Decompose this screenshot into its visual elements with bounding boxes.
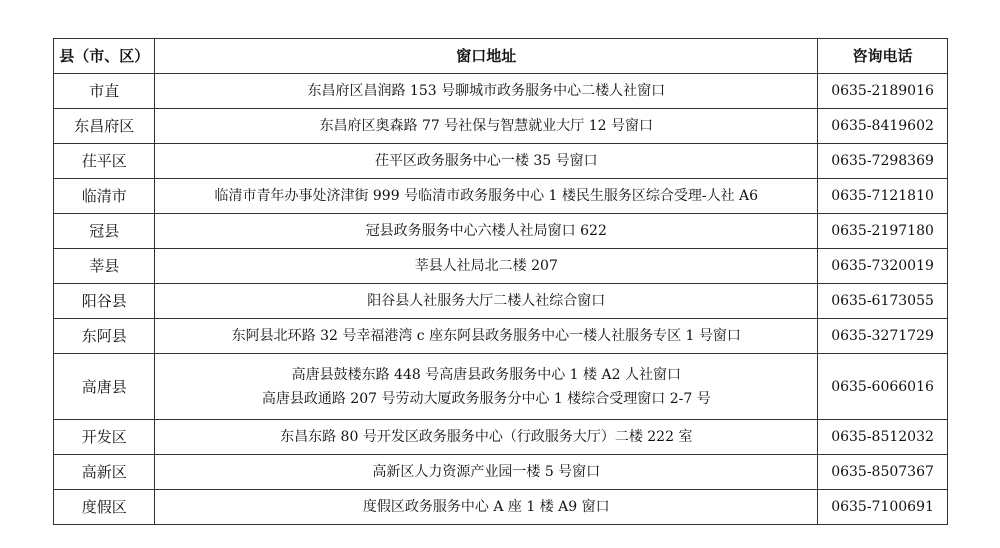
address-line: 临清市青年办事处济津街 999 号临清市政务服务中心 1 楼民生服务区综合受理-人社 A6 bbox=[214, 188, 759, 204]
county-cell: 高唐县 bbox=[54, 354, 155, 420]
county-cell: 东昌府区 bbox=[54, 109, 155, 144]
table-row bbox=[54, 455, 948, 490]
address-cell bbox=[155, 420, 818, 455]
table-row bbox=[54, 354, 948, 420]
address-line: 莘县人社局北二楼 207 bbox=[414, 258, 558, 274]
phone-cell: 0635-7100691 bbox=[818, 490, 948, 525]
address-line: 东昌府区奥森路 77 号社保与智慧就业大厅 12 号窗口 bbox=[319, 118, 653, 134]
table-row bbox=[54, 74, 948, 109]
address-line: 高新区人力资源产业园一楼 5 号窗口 bbox=[372, 464, 601, 480]
county-column-header: 县（市、区） bbox=[54, 39, 155, 74]
county-cell: 阳谷县 bbox=[54, 284, 155, 319]
phone-cell: 0635-6066016 bbox=[818, 354, 948, 420]
address-line: 东昌府区昌润路 153 号聊城市政务服务中心二楼人社窗口 bbox=[307, 83, 666, 99]
table-row bbox=[54, 490, 948, 525]
address-line: 茌平区政务服务中心一楼 35 号窗口 bbox=[374, 153, 598, 169]
phone-cell: 0635-8507367 bbox=[818, 455, 948, 490]
address-column-header: 窗口地址 bbox=[155, 39, 818, 74]
phone-cell: 0635-8512032 bbox=[818, 420, 948, 455]
phone-cell: 0635-7298369 bbox=[818, 144, 948, 179]
address-line: 冠县政务服务中心六楼人社局窗口 622 bbox=[365, 223, 607, 239]
table-row bbox=[54, 319, 948, 354]
address-line: 度假区政务服务中心 A 座 1 楼 A9 窗口 bbox=[362, 499, 610, 515]
table-row bbox=[54, 144, 948, 179]
table-row bbox=[54, 109, 948, 144]
phone-cell: 0635-2197180 bbox=[818, 214, 948, 249]
address-line: 东昌东路 80 号开发区政务服务中心（行政服务大厅）二楼 222 室 bbox=[280, 429, 693, 445]
address-cell bbox=[155, 214, 818, 249]
address-line: 高唐县政通路 207 号劳动大厦政务服务分中心 1 楼综合受理窗口 2-7 号 bbox=[261, 390, 711, 407]
county-cell: 开发区 bbox=[54, 420, 155, 455]
table-row bbox=[54, 249, 948, 284]
phone-cell: 0635-6173055 bbox=[818, 284, 948, 319]
address-cell bbox=[155, 284, 818, 319]
address-cell bbox=[155, 109, 818, 144]
county-cell: 市直 bbox=[54, 74, 155, 109]
phone-column-header: 咨询电话 bbox=[818, 39, 948, 74]
phone-cell: 0635-7320019 bbox=[818, 249, 948, 284]
county-cell: 东阿县 bbox=[54, 319, 155, 354]
phone-cell: 0635-2189016 bbox=[818, 74, 948, 109]
address-cell bbox=[155, 455, 818, 490]
table-row bbox=[54, 179, 948, 214]
address-line: 东阿县北环路 32 号幸福港湾 c 座东阿县政务服务中心一楼人社服务专区 1 号窗口 bbox=[231, 328, 741, 344]
address-cell bbox=[155, 319, 818, 354]
table-row bbox=[54, 214, 948, 249]
table-row bbox=[54, 284, 948, 319]
county-cell: 茌平区 bbox=[54, 144, 155, 179]
address-cell bbox=[155, 179, 818, 214]
address-cell bbox=[155, 144, 818, 179]
address-cell bbox=[155, 249, 818, 284]
county-cell: 冠县 bbox=[54, 214, 155, 249]
county-cell: 高新区 bbox=[54, 455, 155, 490]
address-cell bbox=[155, 74, 818, 109]
address-cell bbox=[155, 490, 818, 525]
phone-cell: 0635-7121810 bbox=[818, 179, 948, 214]
table-row bbox=[54, 420, 948, 455]
county-cell: 临清市 bbox=[54, 179, 155, 214]
phone-cell: 0635-3271729 bbox=[818, 319, 948, 354]
county-cell: 度假区 bbox=[54, 490, 155, 525]
table-body bbox=[54, 74, 948, 525]
county-cell: 莘县 bbox=[54, 249, 155, 284]
address-line: 阳谷县人社服务大厅二楼人社综合窗口 bbox=[367, 293, 606, 309]
table-header-row bbox=[54, 39, 948, 74]
service-window-table bbox=[53, 38, 948, 525]
address-cell bbox=[155, 354, 818, 420]
address-line: 高唐县鼓楼东路 448 号高唐县政务服务中心 1 楼 A2 人社窗口 bbox=[291, 366, 681, 383]
phone-cell: 0635-8419602 bbox=[818, 109, 948, 144]
